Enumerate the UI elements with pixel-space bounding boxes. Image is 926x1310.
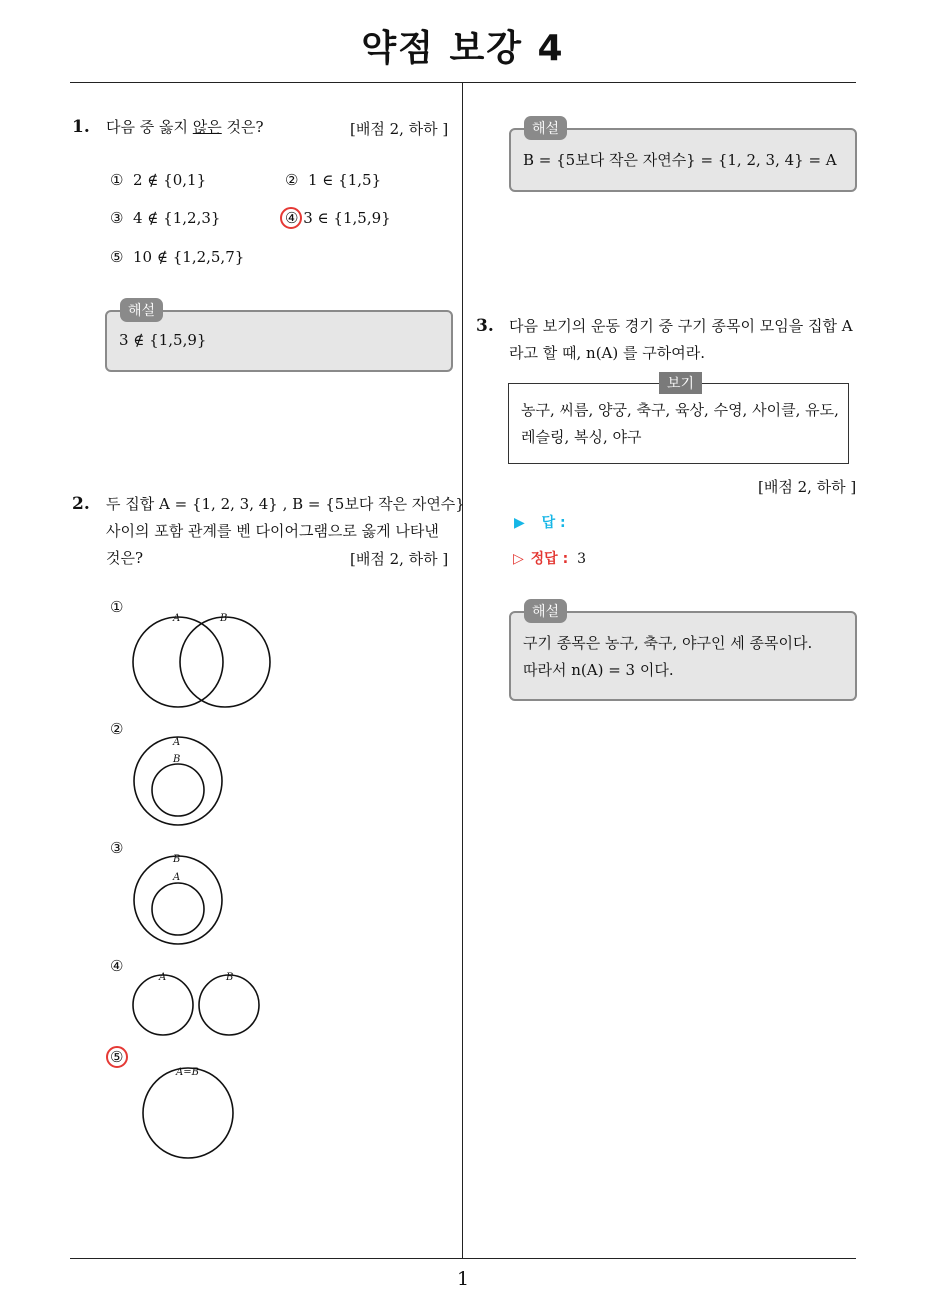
q2-option-1-number[interactable]: ① (110, 598, 124, 616)
question-3-score: [배점 2, 하하 ] (758, 478, 857, 496)
q1-option-4[interactable]: ④ 3 ∈ {1,5,9} (285, 209, 391, 227)
q2-option-4-diagram (133, 972, 259, 1035)
question-1-number: 1. (72, 117, 90, 137)
q3-correct-row (513, 548, 586, 568)
q2-option-5-diagram (143, 1067, 233, 1158)
venn-label-inner: A (173, 872, 181, 883)
question-3-line-1: 다음 보기의 운동 경기 중 구기 종목이 모임을 집합 A (509, 317, 853, 335)
q1-option-5[interactable]: ⑤ 10 ∉ {1,2,5,7} (110, 248, 245, 266)
question-3-line-2: 라고 할 때, n(A) 를 구하여라. (509, 344, 705, 362)
q2-option-2-number[interactable]: ② (110, 720, 124, 738)
venn-label-a: A (173, 613, 181, 624)
q2-option-3-diagram (134, 854, 222, 944)
q2-option-2-diagram (134, 737, 222, 825)
q2-option-4-number[interactable]: ④ (110, 957, 124, 975)
q3-bogi-tag: 보기 (659, 372, 702, 394)
q1-option-1[interactable]: ① 2 ∉ {0,1} (110, 171, 207, 189)
venn-inner-circle (152, 764, 204, 816)
question-2-score: [배점 2, 하하 ] (350, 550, 449, 568)
q1-solution-tag: 해설 (120, 298, 163, 322)
venn-outer-circle (134, 856, 222, 944)
q3-solution-line-2: 따라서 n(A) = 3 이다. (523, 661, 674, 679)
q3-bogi-line-2: 레슬링, 복싱, 야구 (521, 428, 642, 446)
venn-inner-circle (152, 883, 204, 935)
q3-answer-row (514, 512, 566, 532)
venn-label-equal: A=B (176, 1067, 199, 1078)
venn-label-outer: A (173, 737, 181, 748)
venn-circle-a (133, 975, 193, 1035)
q2-solution-text: B = {5보다 작은 자연수} = {1, 2, 3, 4} = A (523, 151, 837, 169)
page-title: 약점 보강 4 (361, 28, 565, 69)
play-outline-icon: ▷ (513, 551, 524, 567)
venn-outer-circle (134, 737, 222, 825)
q3-solution-tag: 해설 (524, 599, 567, 623)
question-2-number: 2. (72, 494, 90, 514)
page-number: 1 (456, 1268, 470, 1290)
q1-option-3[interactable]: ③ 4 ∉ {1,2,3} (110, 209, 221, 227)
q3-bogi-line-1: 농구, 씨름, 양궁, 축구, 육상, 수영, 사이클, 유도, (521, 401, 839, 419)
q3-correct-value: 3 (577, 551, 586, 567)
venn-circle-a (133, 617, 223, 707)
q2-option-5-number[interactable]: ⑤ (110, 1048, 124, 1066)
venn-label-a: A (159, 972, 167, 983)
q3-solution-box (509, 611, 857, 701)
venn-label-inner: B (173, 754, 181, 765)
venn-label-b: B (226, 972, 234, 983)
question-2-line-3: 것은? (106, 549, 144, 567)
q2-option-3-number[interactable]: ③ (110, 839, 124, 857)
q3-bogi-box (508, 383, 849, 464)
q2-answer-mark-icon (106, 1046, 128, 1068)
q1-option-2[interactable]: ② 1 ∈ {1,5} (285, 171, 382, 189)
question-1-text: 다음 중 옳지 않은 것은? (106, 118, 264, 136)
question-1-score: [배점 2, 하하 ] (350, 120, 449, 138)
question-3-number: 3. (476, 316, 494, 336)
q3-solution-line-1: 구기 종목은 농구, 축구, 야구인 세 종목이다. (523, 634, 813, 652)
q2-option-1-diagram (133, 613, 270, 707)
q3-correct-label: 정답 : (530, 551, 569, 567)
venn-circle-b (199, 975, 259, 1035)
question-2-line-2: 사이의 포함 관계를 벤 다이어그램으로 옳게 나타낸 (106, 522, 439, 540)
venn-label-outer: B (173, 854, 181, 865)
q2-solution-tag: 해설 (524, 116, 567, 140)
play-icon: ▶ (514, 515, 525, 531)
venn-label-b: B (220, 613, 228, 624)
venn-circle-b (180, 617, 270, 707)
question-2-line-1: 두 집합 A = {1, 2, 3, 4} , B = {5보다 작은 자연수} (106, 495, 465, 513)
q3-answer-label: 답 : (541, 515, 566, 531)
q1-solution-text: 3 ∉ {1,5,9} (119, 331, 207, 349)
venn-circle-equal (143, 1068, 233, 1158)
